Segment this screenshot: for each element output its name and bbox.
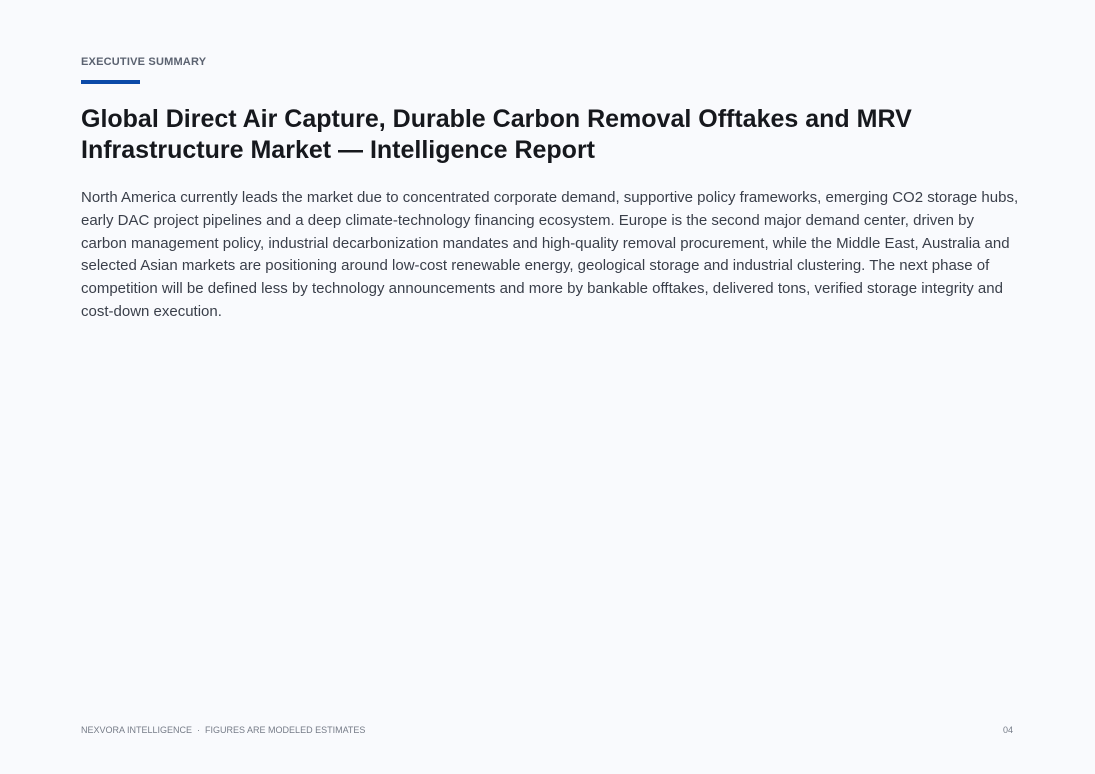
section-eyebrow: EXECUTIVE SUMMARY — [81, 56, 207, 68]
footer-credit — [81, 725, 365, 735]
footer-note: FIGURES ARE MODELED ESTIMATES — [205, 725, 366, 735]
footer-brand: NEXVORA INTELLIGENCE — [81, 725, 193, 735]
summary-paragraph: North America currently leads the market due to concentrated corporate demand, supportive policy frameworks, emerging CO2 storage hubs, early DAC project pipelines and a deep climate-technology financing ecosystem. Europe is the second major demand center, driven by carbon management policy, industrial decarbonization mandates and high-quality removal procurement, while the Middle East, Australia and selected Asian markets are positioning around low-cost renewable energy, geological storage and industrial clustering. The next phase of competition will be defined less by technology announcements and more by bankable offtakes, delivered tons, verified storage integrity and cost-down execution. — [81, 189, 1019, 320]
footer-separator: · — [197, 725, 201, 735]
page-title: Global Direct Air Capture, Durable Carbon Removal Offtakes and MRV Infrastructure Market — Intelligence Report — [81, 105, 912, 164]
accent-rule — [81, 80, 140, 84]
page-number: 04 — [1002, 725, 1013, 735]
